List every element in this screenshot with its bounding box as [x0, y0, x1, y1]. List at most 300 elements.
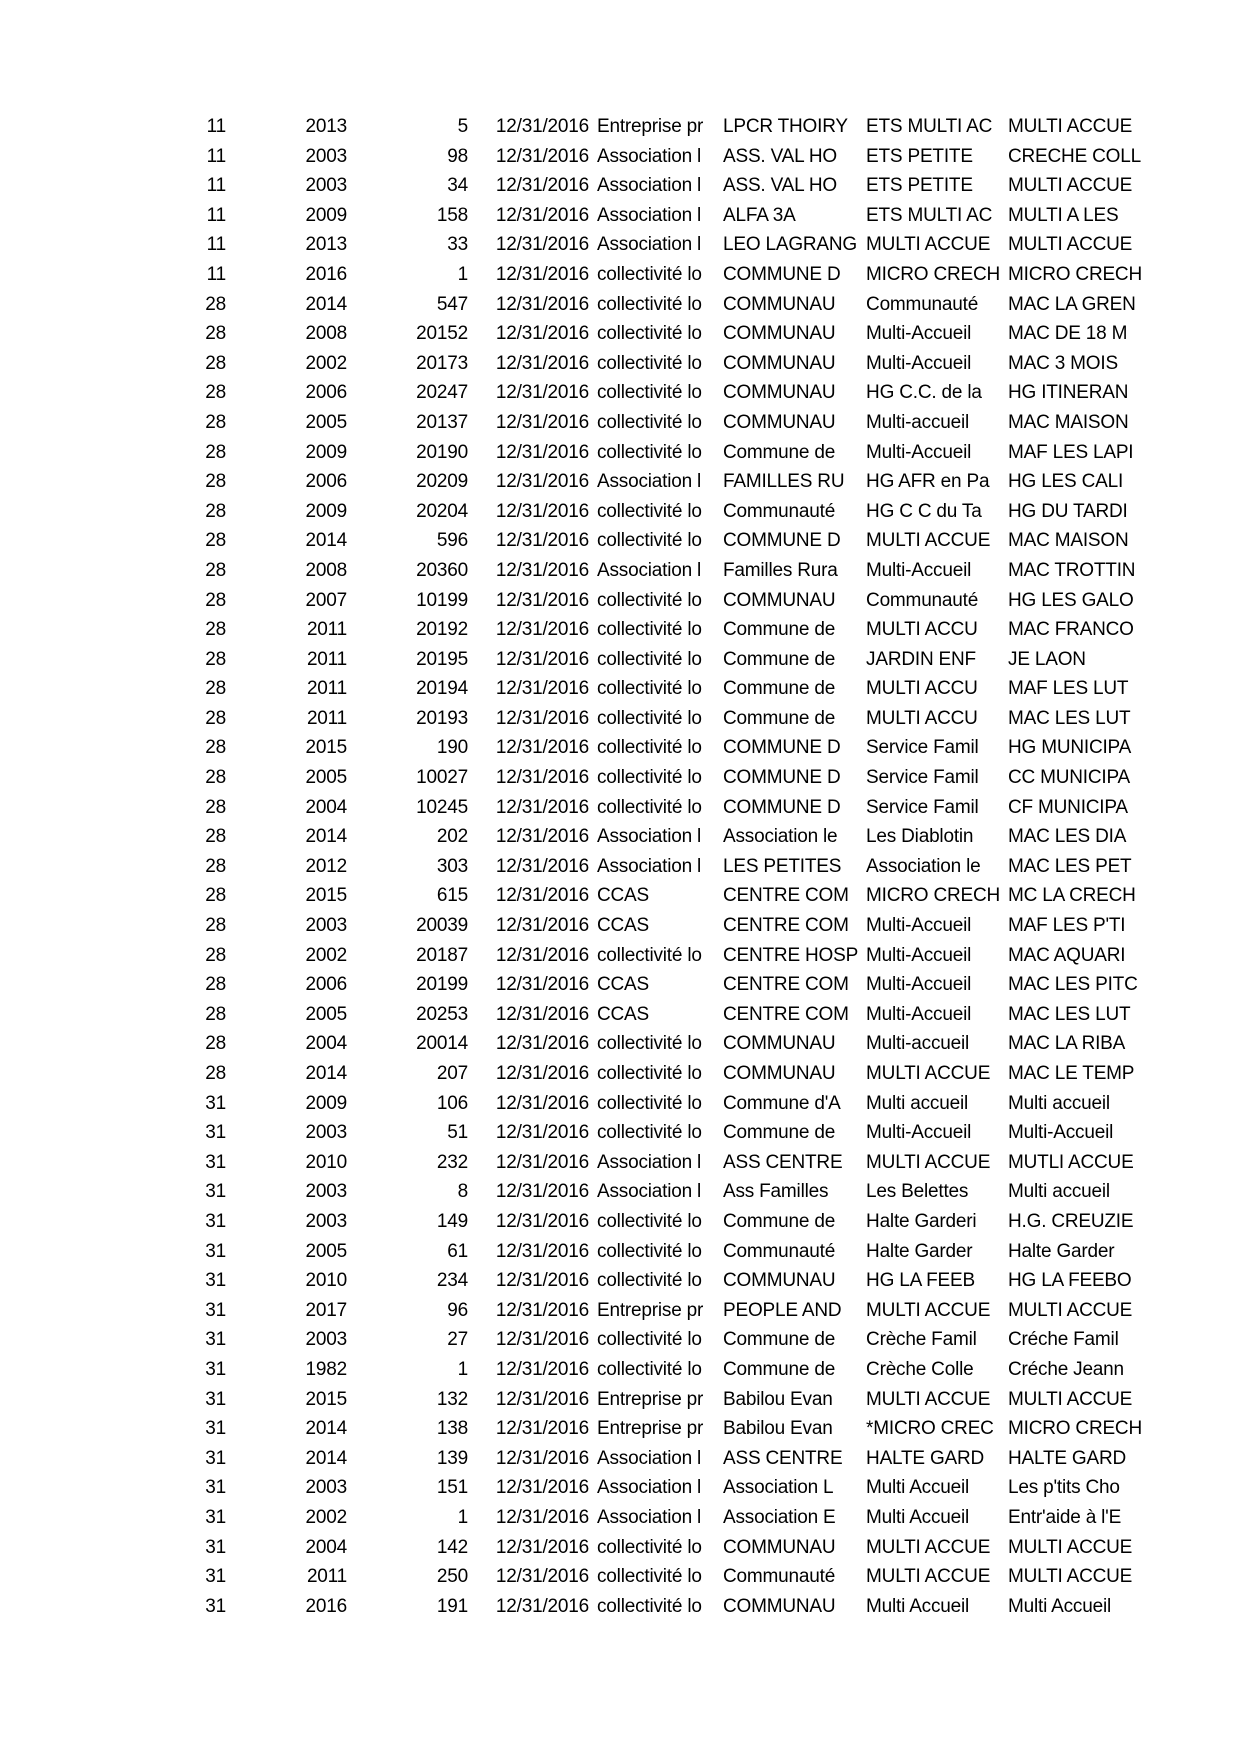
cell-record-number: 139 — [436, 1447, 468, 1469]
cell-facility-type: MULTI ACCUE — [866, 1299, 991, 1321]
cell-record-number: 20253 — [416, 1003, 468, 1025]
cell-date: 12/31/2016 — [495, 1418, 589, 1440]
cell-manager-name: Babilou Evan — [723, 1418, 833, 1440]
cell-record-number: 20014 — [416, 1033, 468, 1055]
cell-year: 2006 — [305, 471, 347, 493]
cell-manager-name: Babilou Evan — [723, 1388, 833, 1410]
cell-record-number: 51 — [447, 1122, 468, 1144]
table-row — [109, 763, 1146, 793]
cell-facility-type: Multi-Accueil — [866, 352, 972, 374]
cell-facility-type: Les Belettes — [866, 1181, 969, 1203]
cell-date: 12/31/2016 — [495, 530, 589, 552]
cell-year: 2009 — [305, 1092, 347, 1114]
cell-manager-name: Commune d'A — [723, 1092, 841, 1114]
cell-record-number: 20247 — [416, 382, 468, 404]
cell-facility-name: MULTI A LES — [1008, 204, 1119, 226]
cell-year: 2013 — [305, 234, 347, 256]
cell-facility-name: MAC AQUARI — [1008, 944, 1126, 966]
cell-record-number: 96 — [447, 1299, 468, 1321]
cell-date: 12/31/2016 — [495, 648, 589, 670]
cell-year: 2016 — [305, 1595, 347, 1617]
spreadsheet-page — [109, 112, 1146, 1621]
cell-manager-type: collectivité lo — [597, 1566, 702, 1588]
cell-facility-name: MULTI ACCUE — [1008, 234, 1133, 256]
table-row — [109, 852, 1146, 882]
cell-manager-name: Ass Familles — [723, 1181, 829, 1203]
cell-manager-type: collectivité lo — [597, 1536, 702, 1558]
cell-facility-type: Multi-Accueil — [866, 559, 972, 581]
cell-manager-type: Association l — [597, 234, 702, 256]
cell-record-number: 20192 — [416, 619, 468, 641]
cell-departement-code: 31 — [205, 1566, 226, 1588]
cell-manager-type: Association l — [597, 1447, 702, 1469]
cell-facility-type: HG LA FEEB — [866, 1270, 975, 1292]
data-grid — [109, 112, 1146, 1621]
cell-manager-type: collectivité lo — [597, 707, 702, 729]
cell-year: 2011 — [306, 1566, 347, 1588]
cell-year: 2002 — [305, 1506, 347, 1528]
cell-record-number: 1 — [457, 263, 468, 285]
cell-manager-type: collectivité lo — [597, 323, 702, 345]
cell-facility-name: MAC MAISON — [1008, 530, 1129, 552]
cell-manager-name: Commune de — [723, 619, 836, 641]
table-row — [109, 408, 1146, 438]
cell-manager-type: collectivité lo — [597, 737, 702, 759]
cell-facility-type: Multi-accueil — [866, 1033, 970, 1055]
cell-facility-type: MULTI ACCU — [866, 707, 978, 729]
cell-manager-type: collectivité lo — [597, 1122, 702, 1144]
cell-facility-name: MAC LES LUT — [1008, 1003, 1131, 1025]
cell-year: 2003 — [305, 1210, 347, 1232]
cell-date: 12/31/2016 — [495, 885, 589, 907]
cell-facility-name: MUTLI ACCUE — [1008, 1151, 1134, 1173]
cell-date: 12/31/2016 — [495, 1477, 589, 1499]
cell-manager-name: COMMUNAU — [723, 293, 836, 315]
cell-departement-code: 28 — [205, 1033, 226, 1055]
cell-date: 12/31/2016 — [495, 116, 589, 137]
cell-facility-name: HG DU TARDI — [1008, 500, 1128, 522]
cell-departement-code: 31 — [205, 1536, 226, 1558]
table-row — [109, 970, 1146, 1000]
cell-record-number: 615 — [436, 885, 468, 907]
table-row — [109, 674, 1146, 704]
cell-manager-type: CCAS — [597, 1003, 649, 1025]
cell-year: 2003 — [305, 1122, 347, 1144]
cell-manager-name: Commune de — [723, 1358, 836, 1380]
cell-date: 12/31/2016 — [495, 589, 589, 611]
cell-manager-type: Association l — [597, 826, 702, 848]
cell-date: 12/31/2016 — [495, 826, 589, 848]
cell-year: 2017 — [305, 1299, 347, 1321]
cell-record-number: 547 — [436, 293, 468, 315]
cell-manager-name: Commune de — [723, 1329, 836, 1351]
cell-date: 12/31/2016 — [495, 1388, 589, 1410]
cell-manager-type: Entreprise pr — [597, 1299, 704, 1321]
cell-date: 12/31/2016 — [495, 737, 589, 759]
cell-record-number: 151 — [436, 1477, 468, 1499]
cell-year: 2009 — [305, 204, 347, 226]
cell-record-number: 10199 — [416, 589, 468, 611]
cell-departement-code: 11 — [206, 145, 226, 167]
cell-facility-type: ETS MULTI AC — [866, 204, 993, 226]
cell-facility-type: Communauté — [866, 589, 979, 611]
cell-facility-type: MULTI ACCU — [866, 678, 978, 700]
cell-record-number: 138 — [436, 1418, 468, 1440]
cell-facility-name: MAC LES PITC — [1008, 974, 1138, 996]
cell-manager-type: collectivité lo — [597, 1063, 702, 1084]
cell-manager-type: Entreprise pr — [597, 1418, 704, 1440]
cell-departement-code: 28 — [205, 974, 226, 996]
cell-year: 2014 — [305, 530, 347, 552]
cell-manager-type: Association l — [597, 1181, 702, 1203]
cell-departement-code: 28 — [205, 796, 226, 818]
cell-record-number: 20209 — [416, 471, 468, 493]
cell-facility-name: MAC LE TEMP — [1008, 1063, 1135, 1084]
cell-year: 2003 — [305, 145, 347, 167]
cell-manager-name: COMMUNAU — [723, 1270, 836, 1292]
cell-departement-code: 31 — [205, 1092, 226, 1114]
cell-facility-type: HG C.C. de la — [866, 382, 982, 404]
table-row — [109, 1473, 1146, 1503]
cell-departement-code: 31 — [205, 1358, 226, 1380]
cell-record-number: 303 — [436, 855, 468, 877]
cell-date: 12/31/2016 — [495, 767, 589, 789]
table-row — [109, 822, 1146, 852]
table-row — [109, 704, 1146, 734]
cell-year: 2003 — [305, 915, 347, 937]
cell-date: 12/31/2016 — [495, 559, 589, 581]
cell-date: 12/31/2016 — [495, 1151, 589, 1173]
cell-manager-type: collectivité lo — [597, 382, 702, 404]
cell-facility-type: MICRO CRECH — [866, 263, 1001, 285]
cell-year: 2002 — [305, 352, 347, 374]
cell-departement-code: 31 — [205, 1151, 226, 1173]
table-row — [109, 1296, 1146, 1326]
cell-manager-name: ASS CENTRE — [723, 1447, 843, 1469]
cell-departement-code: 28 — [205, 1003, 226, 1025]
cell-departement-code: 11 — [206, 175, 226, 197]
cell-manager-name: Association E — [723, 1506, 836, 1528]
table-row — [109, 793, 1146, 823]
cell-departement-code: 31 — [205, 1210, 226, 1232]
cell-year: 2013 — [305, 116, 347, 137]
cell-departement-code: 11 — [206, 234, 226, 256]
cell-manager-type: Entreprise pr — [597, 1388, 704, 1410]
cell-year: 2008 — [305, 559, 347, 581]
table-row — [109, 349, 1146, 379]
table-row — [109, 526, 1146, 556]
cell-year: 2004 — [305, 1536, 347, 1558]
cell-record-number: 20187 — [416, 944, 468, 966]
cell-facility-type: Crèche Colle — [866, 1358, 974, 1380]
cell-manager-type: Entreprise pr — [597, 116, 704, 137]
cell-manager-name: CENTRE HOSP — [723, 944, 859, 966]
cell-facility-name: Multi accueil — [1008, 1092, 1110, 1114]
cell-date: 12/31/2016 — [495, 855, 589, 877]
table-row — [109, 1177, 1146, 1207]
table-row — [109, 1118, 1146, 1148]
cell-record-number: 20199 — [416, 974, 468, 996]
cell-facility-type: Multi-Accueil — [866, 1122, 972, 1144]
cell-date: 12/31/2016 — [495, 1358, 589, 1380]
cell-facility-name: Les p'tits Cho — [1008, 1477, 1120, 1499]
cell-facility-type: MULTI ACCU — [866, 619, 978, 641]
cell-date: 12/31/2016 — [495, 145, 589, 167]
cell-facility-name: HG LES GALO — [1008, 589, 1134, 611]
table-row — [109, 1325, 1146, 1355]
cell-year: 2009 — [305, 441, 347, 463]
cell-facility-name: CC MUNICIPA — [1008, 767, 1131, 789]
table-row — [109, 1089, 1146, 1119]
cell-record-number: 8 — [457, 1181, 468, 1203]
cell-manager-name: COMMUNAU — [723, 1033, 836, 1055]
cell-year: 2012 — [305, 855, 347, 877]
cell-departement-code: 28 — [205, 648, 226, 670]
cell-departement-code: 11 — [206, 263, 226, 285]
cell-date: 12/31/2016 — [495, 471, 589, 493]
cell-manager-type: Association l — [597, 145, 702, 167]
cell-departement-code: 28 — [205, 323, 226, 345]
cell-facility-name: MAC LA GREN — [1008, 293, 1136, 315]
cell-date: 12/31/2016 — [495, 293, 589, 315]
cell-facility-type: MULTI ACCUE — [866, 234, 991, 256]
cell-facility-name: MAC LES LUT — [1008, 707, 1131, 729]
cell-year: 2016 — [305, 263, 347, 285]
cell-manager-type: collectivité lo — [597, 1092, 702, 1114]
cell-departement-code: 28 — [205, 1063, 226, 1084]
cell-facility-type: MULTI ACCUE — [866, 1388, 991, 1410]
cell-facility-type: MULTI ACCUE — [866, 530, 991, 552]
cell-facility-name: MULTI ACCUE — [1008, 1299, 1133, 1321]
cell-date: 12/31/2016 — [495, 1033, 589, 1055]
cell-facility-type: Crèche Famil — [866, 1329, 977, 1351]
cell-manager-type: collectivité lo — [597, 619, 702, 641]
cell-manager-name: Commune de — [723, 1122, 836, 1144]
cell-manager-type: collectivité lo — [597, 589, 702, 611]
cell-departement-code: 31 — [205, 1299, 226, 1321]
cell-departement-code: 28 — [205, 471, 226, 493]
cell-departement-code: 31 — [205, 1506, 226, 1528]
cell-date: 12/31/2016 — [495, 352, 589, 374]
cell-year: 2010 — [305, 1270, 347, 1292]
cell-facility-name: Entr'aide à l'E — [1008, 1506, 1122, 1528]
table-row — [109, 290, 1146, 320]
cell-departement-code: 28 — [205, 559, 226, 581]
cell-date: 12/31/2016 — [495, 1595, 589, 1617]
cell-manager-type: Association l — [597, 855, 702, 877]
cell-facility-type: Multi-Accueil — [866, 974, 972, 996]
cell-manager-name: PEOPLE AND — [723, 1299, 842, 1321]
cell-facility-name: HG LES CALI — [1008, 471, 1124, 493]
cell-year: 2014 — [305, 293, 347, 315]
cell-departement-code: 11 — [206, 204, 226, 226]
cell-manager-type: Association l — [597, 559, 702, 581]
cell-year: 2004 — [305, 1033, 347, 1055]
cell-record-number: 106 — [436, 1092, 468, 1114]
cell-date: 12/31/2016 — [495, 915, 589, 937]
cell-record-number: 20173 — [416, 352, 468, 374]
cell-record-number: 20137 — [416, 411, 468, 433]
cell-date: 12/31/2016 — [495, 944, 589, 966]
table-row — [109, 645, 1146, 675]
cell-manager-type: collectivité lo — [597, 1329, 702, 1351]
cell-departement-code: 28 — [205, 411, 226, 433]
cell-facility-name: HG ITINERAN — [1008, 382, 1129, 404]
cell-manager-name: CENTRE COM — [723, 1003, 849, 1025]
cell-manager-name: COMMUNAU — [723, 1536, 836, 1558]
cell-manager-name: Communauté — [723, 1566, 836, 1588]
cell-facility-type: HALTE GARD — [866, 1447, 985, 1469]
cell-record-number: 142 — [436, 1536, 468, 1558]
cell-date: 12/31/2016 — [495, 382, 589, 404]
cell-manager-name: CENTRE COM — [723, 974, 849, 996]
cell-facility-name: MAC DE 18 M — [1008, 323, 1128, 345]
cell-record-number: 190 — [436, 737, 468, 759]
cell-facility-type: Service Famil — [866, 737, 979, 759]
cell-facility-type: Communauté — [866, 293, 979, 315]
cell-record-number: 20190 — [416, 441, 468, 463]
cell-manager-name: LEO LAGRANG — [723, 234, 858, 256]
cell-date: 12/31/2016 — [495, 1506, 589, 1528]
cell-year: 2005 — [305, 1240, 347, 1262]
cell-date: 12/31/2016 — [495, 1181, 589, 1203]
cell-record-number: 232 — [436, 1151, 468, 1173]
cell-facility-type: HG AFR en Pa — [866, 471, 990, 493]
cell-manager-type: collectivité lo — [597, 944, 702, 966]
cell-year: 1982 — [305, 1358, 347, 1380]
table-row — [109, 1059, 1146, 1089]
cell-departement-code: 28 — [205, 767, 226, 789]
cell-facility-type: Multi-Accueil — [866, 323, 972, 345]
table-row — [109, 586, 1146, 616]
cell-manager-type: Association l — [597, 1506, 702, 1528]
cell-year: 2005 — [305, 767, 347, 789]
cell-record-number: 20193 — [416, 707, 468, 729]
cell-departement-code: 28 — [205, 619, 226, 641]
table-row — [109, 260, 1146, 290]
cell-year: 2015 — [305, 885, 347, 907]
cell-manager-type: Association l — [597, 204, 702, 226]
cell-record-number: 132 — [436, 1388, 468, 1410]
cell-manager-name: Association L — [723, 1477, 834, 1499]
cell-date: 12/31/2016 — [495, 234, 589, 256]
cell-departement-code: 31 — [205, 1181, 226, 1203]
cell-facility-type: MICRO CRECH — [866, 885, 1001, 907]
cell-manager-name: COMMUNAU — [723, 1063, 836, 1084]
cell-facility-name: MULTI ACCUE — [1008, 1536, 1133, 1558]
table-row — [109, 201, 1146, 231]
cell-manager-type: CCAS — [597, 915, 649, 937]
cell-year: 2011 — [306, 648, 347, 670]
cell-manager-name: Familles Rura — [723, 559, 838, 581]
cell-facility-name: Créche Famil — [1008, 1329, 1119, 1351]
cell-record-number: 27 — [447, 1329, 468, 1351]
cell-facility-type: MULTI ACCUE — [866, 1063, 991, 1084]
cell-manager-name: COMMUNE D — [723, 530, 841, 552]
cell-departement-code: 31 — [205, 1418, 226, 1440]
cell-facility-type: MULTI ACCUE — [866, 1536, 991, 1558]
cell-manager-type: Association l — [597, 1477, 702, 1499]
cell-year: 2006 — [305, 974, 347, 996]
cell-year: 2014 — [305, 1063, 347, 1084]
cell-record-number: 207 — [436, 1063, 468, 1084]
cell-departement-code: 28 — [205, 441, 226, 463]
cell-manager-name: LPCR THOIRY — [723, 116, 848, 137]
cell-date: 12/31/2016 — [495, 441, 589, 463]
cell-year: 2003 — [305, 1181, 347, 1203]
table-row — [109, 1266, 1146, 1296]
cell-manager-type: collectivité lo — [597, 500, 702, 522]
cell-record-number: 158 — [436, 204, 468, 226]
cell-departement-code: 31 — [205, 1595, 226, 1617]
cell-facility-name: MAC LES DIA — [1008, 826, 1127, 848]
cell-manager-name: CENTRE COM — [723, 915, 849, 937]
cell-date: 12/31/2016 — [495, 204, 589, 226]
cell-manager-type: CCAS — [597, 974, 649, 996]
cell-date: 12/31/2016 — [495, 1063, 589, 1084]
cell-facility-name: MULTI ACCUE — [1008, 116, 1133, 137]
cell-facility-type: HG C C du Ta — [866, 500, 982, 522]
cell-year: 2008 — [305, 323, 347, 345]
cell-manager-type: collectivité lo — [597, 767, 702, 789]
table-row — [109, 1592, 1146, 1622]
cell-departement-code: 31 — [205, 1240, 226, 1262]
cell-record-number: 61 — [447, 1240, 468, 1262]
table-row — [109, 881, 1146, 911]
cell-date: 12/31/2016 — [495, 619, 589, 641]
cell-manager-type: collectivité lo — [597, 441, 702, 463]
cell-departement-code: 28 — [205, 678, 226, 700]
cell-manager-name: COMMUNAU — [723, 411, 836, 433]
cell-manager-name: Commune de — [723, 707, 836, 729]
cell-date: 12/31/2016 — [495, 707, 589, 729]
cell-manager-type: collectivité lo — [597, 648, 702, 670]
cell-facility-type: Multi Accueil — [866, 1477, 970, 1499]
cell-facility-name: CRECHE COLL — [1008, 145, 1141, 167]
cell-record-number: 34 — [447, 175, 468, 197]
cell-facility-name: CF MUNICIPA — [1008, 796, 1128, 818]
cell-facility-name: HG MUNICIPA — [1008, 737, 1132, 759]
cell-manager-name: COMMUNAU — [723, 589, 836, 611]
cell-facility-type: Association le — [866, 855, 981, 877]
cell-manager-name: Commune de — [723, 1210, 836, 1232]
cell-departement-code: 31 — [205, 1270, 226, 1292]
cell-year: 2004 — [305, 796, 347, 818]
cell-departement-code: 28 — [205, 707, 226, 729]
cell-manager-type: collectivité lo — [597, 352, 702, 374]
cell-facility-type: Multi-Accueil — [866, 944, 972, 966]
table-row — [109, 1562, 1146, 1592]
cell-date: 12/31/2016 — [495, 1092, 589, 1114]
cell-date: 12/31/2016 — [495, 323, 589, 345]
cell-departement-code: 28 — [205, 500, 226, 522]
cell-record-number: 5 — [457, 116, 468, 137]
table-row — [109, 941, 1146, 971]
cell-record-number: 10027 — [416, 767, 468, 789]
table-row — [109, 556, 1146, 586]
cell-facility-type: Halte Garder — [866, 1240, 973, 1262]
cell-manager-name: ASS CENTRE — [723, 1151, 843, 1173]
cell-record-number: 98 — [447, 145, 468, 167]
cell-departement-code: 28 — [205, 293, 226, 315]
table-row — [109, 1029, 1146, 1059]
cell-record-number: 20152 — [416, 323, 468, 345]
table-row — [109, 1355, 1146, 1385]
cell-manager-name: ALFA 3A — [723, 204, 796, 226]
cell-manager-type: collectivité lo — [597, 1595, 702, 1617]
cell-manager-type: collectivité lo — [597, 1210, 702, 1232]
cell-year: 2014 — [305, 1447, 347, 1469]
